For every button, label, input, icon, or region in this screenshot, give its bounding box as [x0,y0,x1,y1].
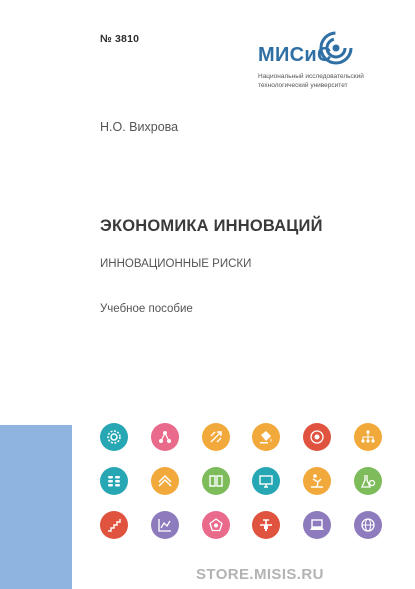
pentagon-icon [202,511,230,539]
dots-grid-icon [100,467,128,495]
catalog-number: № 3810 [100,33,140,45]
valve-icon [252,511,280,539]
book-type: Учебное пособие [100,303,193,315]
chevron-mountain-icon [151,467,179,495]
book-icon [202,467,230,495]
monitor-icon [252,467,280,495]
lab-icon [354,467,382,495]
book-title: ЭКОНОМИКА ИННОВАЦИЙ [100,217,323,235]
laptop-icon [303,511,331,539]
icon-grid [100,423,382,563]
sidebar-band [0,425,72,589]
chart-icon [151,511,179,539]
store-url[interactable]: STORE.MISIS.RU [196,566,324,583]
eye-icon [303,423,331,451]
logo-rings-icon [318,30,354,66]
university-logo [258,30,388,95]
network-icon [354,423,382,451]
logo-tagline-2: технологический университет [258,82,348,89]
worker-icon [303,467,331,495]
logo-wordmark: МИСиС [258,44,332,66]
molecule-icon [151,423,179,451]
globe-icon [354,511,382,539]
book-subtitle: ИННОВАЦИОННЫЕ РИСКИ [100,258,252,270]
gear-icon [100,423,128,451]
paint-bucket-icon [252,423,280,451]
arrows-icon [202,423,230,451]
logo-tagline-1: Национальный исследовательский [258,73,364,80]
stairs-icon [100,511,128,539]
author: Н.О. Вихрова [100,120,179,134]
